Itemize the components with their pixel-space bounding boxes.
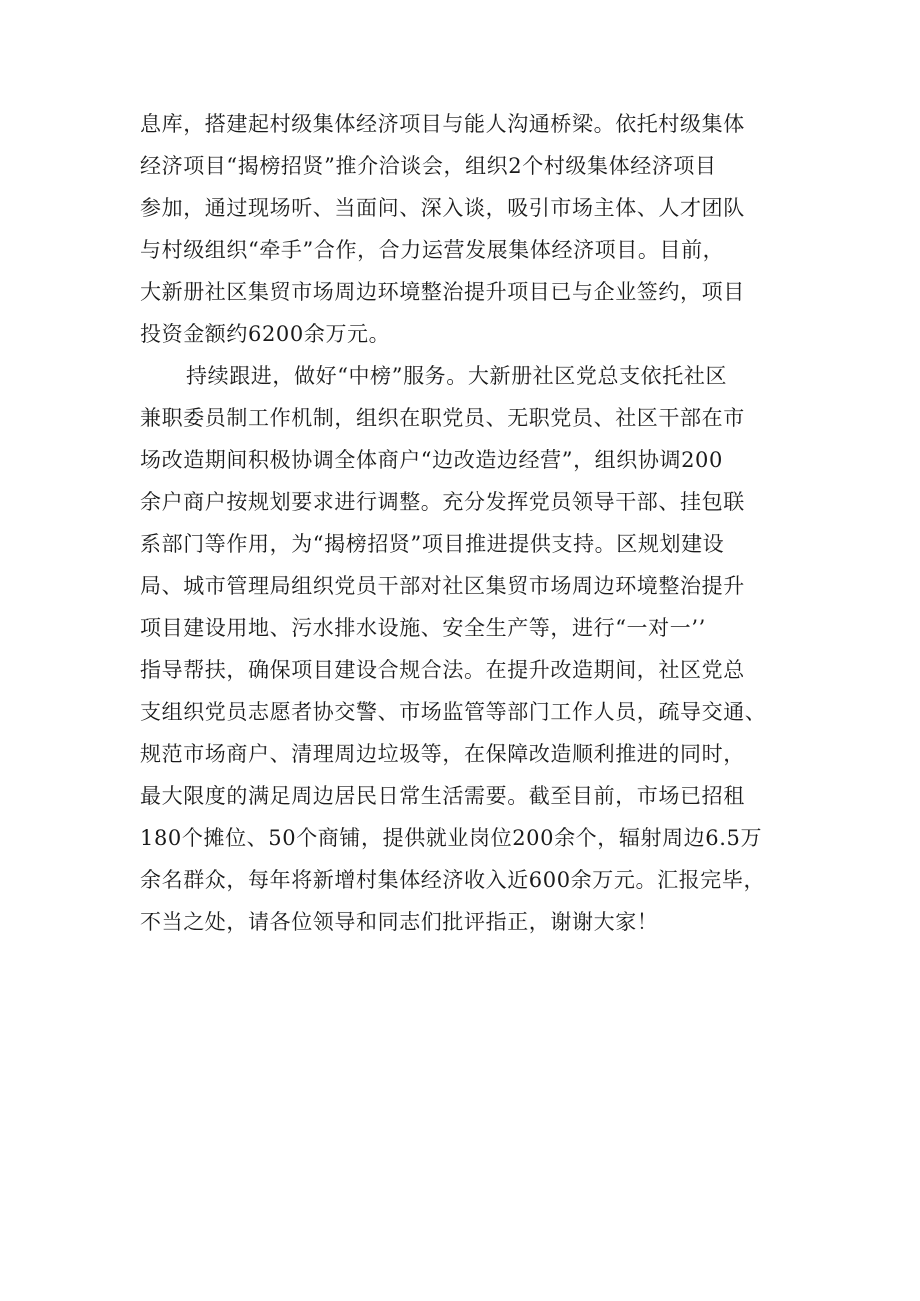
text-line: 180个摊位、50个商铺，提供就业岗位200余个，辐射周边6.5万 [140, 826, 763, 850]
text-line: 投资金额约6200余万元。 [140, 322, 391, 346]
paragraph-2 [140, 355, 788, 943]
text-line: 大新册社区集贸市场周边环境整治提升项目已与企业签约，项目 [140, 280, 745, 304]
text-line: 与村级组织“牵手”合作，合力运营发展集体经济项目。目前， [140, 238, 725, 262]
text-line: 参加，通过现场听、当面问、深入谈，吸引市场主体、人才团队 [140, 196, 745, 220]
paragraph-1 [140, 103, 788, 355]
text-line: 兼职委员制工作机制，组织在职党员、无职党员、社区干部在市 [140, 406, 745, 430]
document-body [140, 103, 788, 943]
text-line: 最大限度的满足周边居民日常生活需要。截至目前，市场已招租 [140, 784, 745, 808]
text-line: 经济项目“揭榜招贤”推介洽谈会，组织2个村级集体经济项目 [140, 154, 717, 178]
text-line: 息库，搭建起村级集体经济项目与能人沟通桥梁。依托村级集体 [140, 112, 745, 136]
text-line: 项目建设用地、污水排水设施、安全生产等，进行“一对一’’ [140, 616, 706, 640]
text-line: 指导帮扶，确保项目建设合规合法。在提升改造期间，社区党总 [140, 658, 745, 682]
text-line: 余户商户按规划要求进行调整。充分发挥党员领导干部、挂包联 [140, 490, 745, 514]
text-line: 不当之处，请各位领导和同志们批评指正，谢谢大家！ [140, 910, 659, 934]
text-line: 余名群众，每年将新增村集体经济收入近600余万元。汇报完毕， [140, 868, 766, 892]
text-line: 持续跟进，做好“中榜”服务。大新册社区党总支依托社区 [186, 364, 728, 388]
text-line: 局、城市管理局组织党员干部对社区集贸市场周边环境整治提升 [140, 574, 745, 598]
text-line: 系部门等作用，为“揭榜招贤”项目推进提供支持。区规划建设 [140, 532, 725, 556]
text-line: 规范市场商户、清理周边垃圾等，在保障改造顺利推进的同时， [140, 742, 745, 766]
text-line: 场改造期间积极协调全体商户“边改造边经营”，组织协调200 [140, 448, 723, 472]
text-line: 支组织党员志愿者协交警、市场监管等部门工作人员，疏导交通、 [140, 700, 767, 724]
